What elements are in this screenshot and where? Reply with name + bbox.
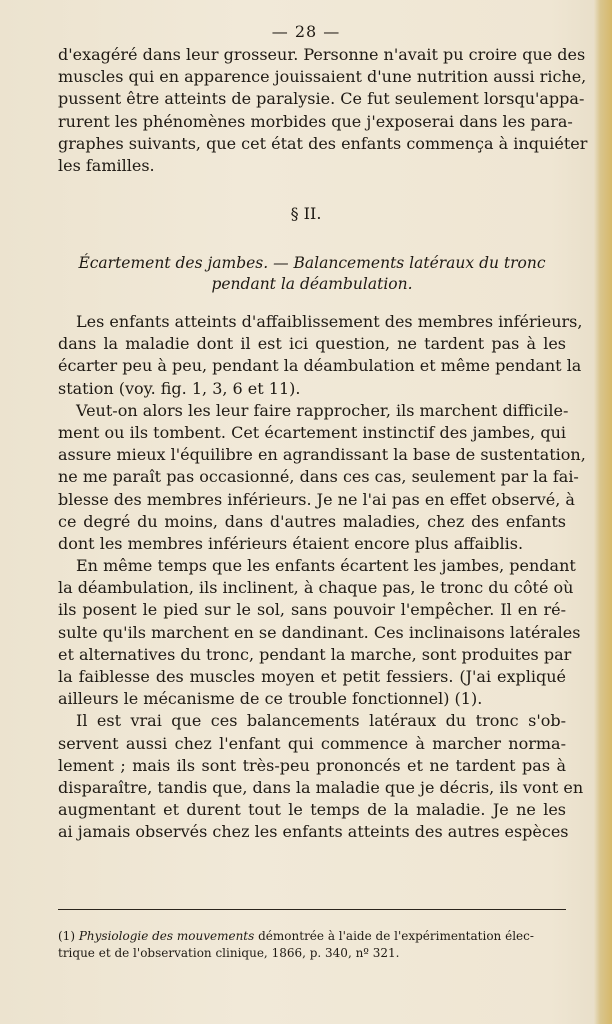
text-line: Veut-on alors les leur faire rapprocher, ils marchent difficile-	[76, 400, 569, 420]
text-line: En même temps que les enfants écartent les jambes, pendant	[76, 556, 576, 576]
footnote	[58, 928, 566, 962]
text-line: et alternatives du tronc, pendant la marche, sont produites par	[58, 644, 572, 664]
text-line: ce degré du moins, dans d'autres maladies, chez des enfants	[58, 511, 566, 531]
text-line: Il est vrai que ces balancements latéraux du tronc s'ob-	[76, 711, 566, 731]
text-line: ai jamais observés chez les enfants atteints des autres espèces	[58, 822, 569, 842]
text-line: disparaître, tandis que, dans la maladie que je décris, ils vont en	[58, 777, 584, 797]
text-line: dans la maladie dont il est ici question, ne tardent pas à les	[58, 334, 566, 354]
subtitle-line: pendant la déambulation.	[211, 275, 413, 293]
text-line: ment ou ils tombent. Cet écartement instinctif des jambes, qui	[58, 422, 566, 442]
text-line: ne me paraît pas occasionné, dans ces cas, seulement par la fai-	[58, 467, 579, 487]
footnote-line	[58, 928, 566, 945]
text-line: lement ; mais ils sont très-peu prononcés et ne tardent pas à	[58, 755, 566, 775]
section-heading: § II.	[290, 204, 322, 223]
text-line: d'exagéré dans leur grosseur. Personne n'avait pu croire que des	[58, 45, 586, 64]
text-line: blesse des membres inférieurs. Je ne l'ai pas en effet observé, à	[58, 489, 575, 509]
text-line: sulte qu'ils marchent en se dandinant. Ces inclinaisons latérales	[58, 622, 581, 642]
main-text	[58, 311, 586, 844]
top-paragraph	[58, 44, 588, 177]
text-line: muscles qui en apparence jouissaient d'une nutrition aussi riche,	[58, 67, 587, 87]
footnote-text: démontrée à l'aide de l'expérimentation élec-	[258, 929, 534, 943]
footnote-divider	[58, 909, 566, 910]
text-line: station (voy. fig. 1, 3, 6 et 11).	[58, 378, 301, 398]
footnote-marker: (1)	[58, 929, 75, 943]
footnote-line: trique et de l'observation clinique, 1866, p. 340, nº 321.	[58, 946, 400, 960]
text-line: ils posent le pied sur le sol, sans pouvoir l'empêcher. Il en ré-	[58, 600, 566, 620]
footnote-title: Physiologie des mouvements	[78, 929, 255, 943]
text-line: ailleurs le mécanisme de ce trouble fonctionnel) (1).	[58, 689, 483, 709]
text-line: graphes suivants, que cet état des enfants commença à inquiéter	[58, 133, 588, 153]
page-number: — 28 —	[271, 22, 341, 41]
text-line: les familles.	[58, 155, 155, 175]
text-line: pussent être atteints de paralysie. Ce fut seulement lorsqu'appa-	[58, 89, 585, 109]
text-line: la faiblesse des muscles moyen et petit fessiers. (J'ai expliqué	[58, 667, 566, 686]
page-edge	[594, 0, 612, 1024]
text-line: assure mieux l'équilibre en agrandissant la base de sustentation,	[58, 445, 586, 465]
text-line: servent aussi chez l'enfant qui commence à marcher norma-	[58, 733, 566, 753]
text-line: écarter peu à peu, pendant la déambulation et même pendant la	[58, 356, 582, 376]
subtitle-line: Écartement des jambes. — Balancements latéraux du tronc	[78, 254, 546, 272]
text-line: Les enfants atteints d'affaiblissement des membres inférieurs,	[76, 312, 583, 331]
section-subtitle	[58, 253, 566, 295]
text-line: rurent les phénomènes morbides que j'exposerai dans les para-	[58, 111, 573, 131]
text-line: augmentant et durent tout le temps de la maladie. Je ne les	[58, 800, 566, 820]
text-line: dont les membres inférieurs étaient encore plus affaiblis.	[58, 533, 524, 553]
text-line: la déambulation, ils inclinent, à chaque pas, le tronc du côté où	[58, 578, 574, 598]
